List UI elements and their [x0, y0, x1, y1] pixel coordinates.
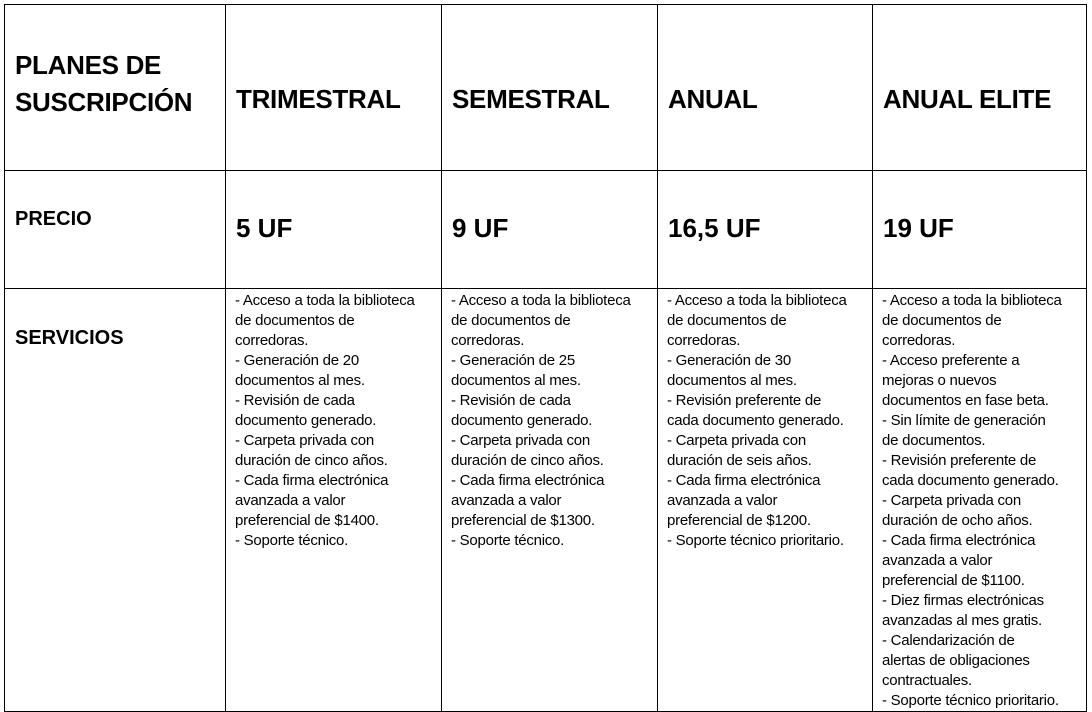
services-label-cell — [5, 289, 226, 712]
price-row — [5, 171, 1087, 289]
plan-header-cell — [442, 5, 658, 171]
price-cell — [658, 171, 873, 289]
services-list-trimestral — [226, 289, 441, 551]
plan-header-cell — [873, 5, 1087, 171]
service-line: - Generación de 25 — [451, 352, 575, 369]
service-line: - Soporte técnico. — [451, 532, 565, 549]
service-line: preferencial de $1100. — [882, 572, 1025, 589]
price-cell — [442, 171, 658, 289]
service-line: - Soporte técnico prioritario. — [882, 692, 1059, 709]
services-cell — [226, 289, 442, 712]
service-line: duración de seis años. — [667, 452, 812, 469]
services-list-anual-elite — [873, 289, 1086, 711]
service-line: - Cada firma electrónica — [667, 472, 821, 489]
service-line: duración de ocho años. — [882, 512, 1033, 529]
service-line: alertas de obligaciones — [882, 652, 1030, 669]
plan-name-semestral: SEMESTRAL — [452, 84, 610, 114]
price-trimestral: 5 UF — [236, 213, 293, 243]
service-line: documentos al mes. — [451, 372, 581, 389]
service-line: preferencial de $1300. — [451, 512, 595, 529]
service-line: corredoras. — [451, 332, 525, 349]
service-line: - Soporte técnico prioritario. — [667, 532, 844, 549]
plan-header-cell — [226, 5, 442, 171]
service-line: - Acceso a toda la biblioteca — [667, 292, 847, 309]
service-line: - Soporte técnico. — [235, 532, 349, 549]
service-line: - Revisión de cada — [235, 392, 355, 409]
service-line: documento generado. — [451, 412, 593, 429]
service-line: documentos al mes. — [235, 372, 365, 389]
services-cell — [658, 289, 873, 712]
service-line: corredoras. — [882, 332, 956, 349]
corner-cell — [5, 5, 226, 171]
service-line: cada documento generado. — [882, 472, 1059, 489]
price-anual: 16,5 UF — [668, 213, 761, 243]
price-cell — [226, 171, 442, 289]
service-line: documento generado. — [235, 412, 377, 429]
service-line: avanzada a valor — [667, 492, 778, 509]
service-line: documentos en fase beta. — [882, 392, 1049, 409]
service-line: de documentos de — [667, 312, 787, 329]
service-line: preferencial de $1200. — [667, 512, 811, 529]
service-line: avanzada a valor — [451, 492, 562, 509]
services-cell — [442, 289, 658, 712]
service-line: mejoras o nuevos — [882, 372, 997, 389]
service-line: - Acceso a toda la biblioteca — [882, 292, 1062, 309]
price-label: PRECIO — [15, 208, 92, 230]
service-line: avanzada a valor — [235, 492, 346, 509]
plan-name-trimestral: TRIMESTRAL — [236, 84, 401, 114]
price-anual-elite: 19 UF — [883, 213, 954, 243]
services-row — [5, 289, 1087, 712]
service-line: corredoras. — [667, 332, 741, 349]
service-line: - Acceso a toda la biblioteca — [235, 292, 415, 309]
price-cell — [873, 171, 1087, 289]
service-line: - Carpeta privada con — [235, 432, 374, 449]
service-line: - Cada firma electrónica — [882, 532, 1036, 549]
services-label: SERVICIOS — [15, 327, 124, 349]
service-line: corredoras. — [235, 332, 309, 349]
table-title: PLANES DE SUSCRIPCIÓN — [15, 50, 193, 117]
service-line: de documentos de — [882, 312, 1002, 329]
service-line: - Revisión de cada — [451, 392, 571, 409]
plan-name-anual: ANUAL — [668, 84, 758, 114]
service-line: duración de cinco años. — [451, 452, 604, 469]
service-line: de documentos. — [882, 432, 986, 449]
service-line: documentos al mes. — [667, 372, 797, 389]
service-line: - Diez firmas electrónicas — [882, 592, 1044, 609]
plan-header-cell — [658, 5, 873, 171]
service-line: - Carpeta privada con — [667, 432, 806, 449]
service-line: duración de cinco años. — [235, 452, 388, 469]
service-line: - Generación de 20 — [235, 352, 359, 369]
service-line: preferencial de $1400. — [235, 512, 379, 529]
service-line: - Revisión preferente de — [882, 452, 1037, 469]
service-line: - Calendarización de — [882, 632, 1015, 649]
service-line: - Sin límite de generación — [882, 412, 1046, 429]
price-label-cell — [5, 171, 226, 289]
services-cell — [873, 289, 1087, 712]
service-line: - Acceso a toda la biblioteca — [451, 292, 631, 309]
service-line: cada documento generado. — [667, 412, 844, 429]
service-line: - Acceso preferente a — [882, 352, 1020, 369]
services-list-semestral — [442, 289, 657, 551]
plan-header-row — [5, 5, 1087, 171]
service-line: - Revisión preferente de — [667, 392, 822, 409]
service-line: avanzada a valor — [882, 552, 993, 569]
service-line: contractuales. — [882, 672, 972, 689]
service-line: - Cada firma electrónica — [235, 472, 389, 489]
service-line: - Cada firma electrónica — [451, 472, 605, 489]
plan-name-anual-elite: ANUAL ELITE — [883, 84, 1052, 114]
service-line: avanzadas al mes gratis. — [882, 612, 1042, 629]
services-list-anual — [658, 289, 872, 551]
price-semestral: 9 UF — [452, 213, 509, 243]
service-line: - Generación de 30 — [667, 352, 791, 369]
service-line: - Carpeta privada con — [451, 432, 590, 449]
service-line: - Carpeta privada con — [882, 492, 1021, 509]
service-line: de documentos de — [235, 312, 355, 329]
subscription-plans-table — [4, 4, 1087, 712]
service-line: de documentos de — [451, 312, 571, 329]
